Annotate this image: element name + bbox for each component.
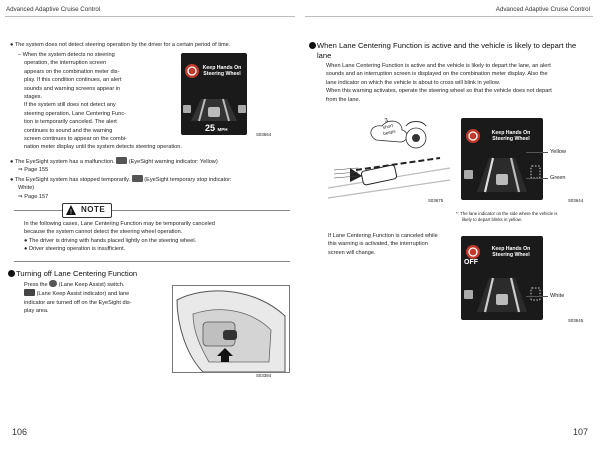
- svg-text:!: !: [70, 209, 72, 216]
- footnote-line: *: The lane indicator on the side where the vehicle is: [456, 211, 558, 216]
- keep-hands-line2: Steering Wheel: [492, 136, 530, 143]
- speed-readout: [205, 123, 228, 135]
- footnote: [456, 211, 596, 223]
- figure-code: S03645: [568, 318, 584, 323]
- steering-alert-icon: [466, 129, 480, 143]
- note-title: NOTE: [81, 205, 106, 214]
- bullet-no-steering: ● The system does not detect steering operation by the driver for a certain period of time.: [10, 42, 231, 48]
- left-header-title: Advanced Adaptive Cruise Control: [6, 6, 101, 13]
- off-indicator: OFF: [464, 259, 478, 266]
- figure-code: S03664: [256, 132, 272, 137]
- note-pencil-icon: [65, 204, 77, 216]
- detail-line: If the system still does not detect any: [24, 102, 116, 109]
- beeps-text: short beeps: [382, 122, 397, 137]
- lane-marking: [356, 158, 440, 170]
- detail-line: sounds and warning screens appear in: [24, 85, 121, 92]
- heading-line: lane: [317, 50, 332, 60]
- section-heading-turn-off: Turning off Lane Centering Function: [8, 269, 137, 279]
- steering-detail-text: [18, 51, 178, 143]
- para-line: When this warning activates, operate the steering wheel so that the vehicle does not depart: [326, 88, 552, 95]
- left-page-number: 106: [12, 427, 28, 437]
- right-header-rule: [305, 16, 593, 17]
- keep-hands-line2: Steering Wheel: [203, 71, 241, 78]
- lane-keep-assist-switch[interactable]: [223, 330, 237, 340]
- bullet-malfunction: ● The EyeSight system has a malfunction. (EyeSight warning indicator: Yellow): [10, 159, 218, 165]
- cancel-line: screen will change.: [328, 249, 376, 256]
- callout-line-yellow: [526, 152, 548, 153]
- turn-off-line: play area.: [24, 308, 49, 315]
- steering-alert-icon: [185, 64, 199, 78]
- right-page-number: 107: [572, 427, 588, 437]
- section-dot: [8, 270, 15, 277]
- figure-code: S03644: [568, 198, 584, 203]
- heading-line: When Lane Centering Function is active and the vehicle is likely to depart the: [309, 41, 594, 51]
- keep-hands-line1: Keep Hands On: [202, 65, 242, 71]
- detail-line: – When the system detects no steering: [18, 52, 115, 58]
- green-label: Green: [550, 175, 566, 181]
- note-text: [24, 220, 294, 254]
- detail-line: operation, the interruption screen: [24, 60, 107, 67]
- dotted-highlight: [531, 166, 540, 178]
- steering-switch-figure: [172, 285, 290, 373]
- keep-hands-line1: Keep Hands On: [491, 246, 531, 252]
- section-dot: [309, 42, 316, 49]
- temp-stop-color: White): [18, 185, 35, 191]
- lane-depart-paragraph: [326, 62, 598, 104]
- lane-keep-icon-right: [238, 105, 246, 113]
- turn-off-text: [24, 280, 154, 316]
- detail-line: steering operation, Lane Centering Func-: [24, 110, 126, 117]
- callout-line-white: [526, 296, 548, 297]
- right-header-title: Advanced Adaptive Cruise Control: [495, 6, 590, 13]
- para-line: from the lane.: [326, 96, 361, 103]
- keep-hands-text: [199, 65, 245, 78]
- detail-line-last: nation meter display until the system detects steering operation.: [24, 144, 182, 150]
- eyesight-stop-icon: [132, 175, 143, 182]
- keep-hands-line1: Keep Hands On: [491, 130, 531, 136]
- note-item: ● The driver is driving with hands placed lightly on the steering wheel.: [24, 237, 197, 244]
- para-line: sounds and an interruption screen is displayed on the combination meter display. Also the: [326, 71, 548, 78]
- turn-off-line: indicator are turned off on the EyeSight dis-: [24, 299, 132, 306]
- steering-switch-svg: [173, 286, 289, 372]
- left-header-rule: [5, 16, 295, 17]
- lane-off-screen: [461, 236, 543, 320]
- note-line: because the system cannot detect the steering wheel operation.: [24, 229, 183, 236]
- bullet-temp-stop: ● The EyeSight system has stopped temporarily. (EyeSight temporary stop indicator:: [10, 177, 232, 183]
- keep-hands-text: [481, 130, 541, 143]
- detail-line: play. If this condition continues, an alert: [24, 77, 122, 84]
- section-heading-lane-depart: [309, 41, 594, 60]
- speed-unit: MPH: [217, 127, 228, 132]
- vehicle-icon: [496, 174, 508, 185]
- note-line: In the following cases, Lane Centering Function may be temporarily canceled: [24, 221, 215, 227]
- note-label: [62, 203, 112, 218]
- page-ref[interactable]: ⇒ Page 155: [18, 167, 49, 173]
- note-item: ● Driver steering operation is insufficient.: [24, 246, 126, 253]
- speed-value: 25: [205, 123, 216, 133]
- cancel-line: If Lane Centering Function is canceled while: [328, 233, 438, 239]
- beeps-count: 3: [384, 117, 389, 125]
- lane-keep-indicator-icon: [24, 289, 35, 296]
- detail-line: stages.: [24, 94, 43, 101]
- page-ref[interactable]: ⇒ Page 157: [18, 194, 49, 200]
- dotted-highlight: [531, 288, 540, 300]
- vehicle-icon: [496, 294, 508, 305]
- keep-hands-text: [481, 246, 541, 259]
- hands-on-warning-figure: [181, 53, 247, 135]
- lane-warning-screen: [461, 118, 543, 200]
- callout-line-green: [526, 178, 548, 179]
- vehicle-icon: [208, 107, 220, 117]
- detail-line: screen continues to appear on the combi-: [24, 136, 127, 143]
- turn-off-line: Press the (Lane Keep Assist) switch.: [24, 282, 125, 288]
- detail-line: tion is temporarily canceled. The alert: [24, 119, 117, 126]
- detail-line: appears on the combination meter dis-: [24, 68, 120, 75]
- para-line: When Lane Centering Function is active and the vehicle is likely to depart the lane, an alert: [326, 63, 551, 69]
- lane-keep-icon-left: [183, 105, 191, 113]
- white-label: White: [550, 293, 565, 299]
- steering-alert-icon: [466, 245, 480, 259]
- lane-keep-switch-icon: [49, 280, 57, 287]
- eyesight-warning-icon: [116, 157, 127, 164]
- keep-hands-line2: Steering Wheel: [492, 252, 530, 259]
- turn-off-line: (Lane Keep Assist indicator) and lane: [24, 289, 154, 298]
- figure-code: S03384: [256, 373, 272, 378]
- figure-code: S03675: [428, 198, 444, 203]
- yellow-label: Yellow: [550, 149, 566, 155]
- cancel-line: this warning is activated, the interruption: [328, 241, 428, 248]
- para-line: lane indicator on which the vehicle is about to cross will blink in yellow.: [326, 79, 501, 86]
- detail-line: continues to sound and the warning: [24, 127, 113, 134]
- footnote-line: likely to depart blinks in yellow.: [462, 217, 522, 222]
- cancel-paragraph: [328, 232, 460, 257]
